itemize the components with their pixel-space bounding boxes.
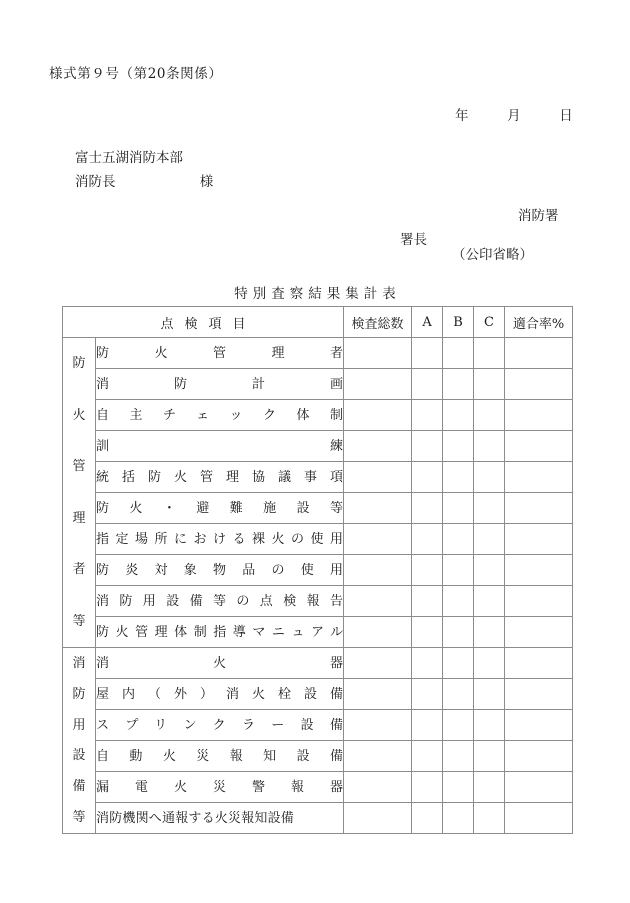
inspection-item-cell bbox=[96, 338, 344, 369]
grade-a-cell[interactable] bbox=[412, 493, 443, 524]
category-char: 設 bbox=[72, 748, 86, 764]
grade-a-cell[interactable] bbox=[412, 400, 443, 431]
category-char: 消 bbox=[72, 655, 86, 671]
grade-a-cell[interactable] bbox=[412, 431, 443, 462]
total-count-cell[interactable] bbox=[344, 679, 412, 710]
category-char: 用 bbox=[72, 717, 86, 733]
grade-a-cell[interactable] bbox=[412, 586, 443, 617]
total-count-cell[interactable] bbox=[344, 431, 412, 462]
grade-a-cell[interactable] bbox=[412, 710, 443, 741]
header-grade-c: C bbox=[474, 307, 505, 338]
inspection-item-label: 消防機関へ通報する火災報知設備 bbox=[96, 810, 295, 826]
date-month: 月 bbox=[507, 108, 521, 124]
inspection-item-cell bbox=[96, 772, 344, 803]
grade-c-cell[interactable] bbox=[474, 431, 505, 462]
inspection-item-label: 消防計画 bbox=[96, 376, 344, 392]
total-count-cell[interactable] bbox=[344, 338, 412, 369]
grade-a-cell[interactable] bbox=[412, 803, 443, 834]
survey-table bbox=[62, 306, 573, 834]
conformance-rate-cell[interactable] bbox=[505, 617, 573, 648]
table-row bbox=[63, 555, 573, 586]
table-row bbox=[63, 524, 573, 555]
grade-b-cell[interactable] bbox=[443, 679, 474, 710]
total-count-cell[interactable] bbox=[344, 803, 412, 834]
grade-a-cell[interactable] bbox=[412, 369, 443, 400]
inspection-item-label: 自動火災報知設備 bbox=[96, 748, 344, 764]
table-row bbox=[63, 772, 573, 803]
table-row bbox=[63, 338, 573, 369]
issuer-seal-note: （公印省略） bbox=[452, 247, 533, 263]
inspection-item-label: 防炎対象物品の使用 bbox=[96, 562, 344, 578]
grade-b-cell[interactable] bbox=[443, 772, 474, 803]
category-vertical-text bbox=[63, 338, 95, 647]
addressee-title: 消防長 bbox=[75, 174, 116, 190]
grade-b-cell[interactable] bbox=[443, 586, 474, 617]
inspection-item-cell bbox=[96, 369, 344, 400]
total-count-cell[interactable] bbox=[344, 462, 412, 493]
table-row bbox=[63, 431, 573, 462]
grade-a-cell[interactable] bbox=[412, 772, 443, 803]
grade-b-cell[interactable] bbox=[443, 338, 474, 369]
total-count-cell[interactable] bbox=[344, 400, 412, 431]
grade-b-cell[interactable] bbox=[443, 803, 474, 834]
inspection-item-label: 消防用設備等の点検報告 bbox=[96, 593, 344, 609]
grade-c-cell[interactable] bbox=[474, 524, 505, 555]
conformance-rate-cell[interactable] bbox=[505, 710, 573, 741]
inspection-item-cell bbox=[96, 648, 344, 679]
category-char: 理 bbox=[72, 510, 86, 526]
inspection-item-cell bbox=[96, 617, 344, 648]
table-row bbox=[63, 710, 573, 741]
survey-table-body bbox=[63, 338, 573, 834]
inspection-item-cell bbox=[96, 431, 344, 462]
grade-b-cell[interactable] bbox=[443, 462, 474, 493]
grade-c-cell[interactable] bbox=[474, 741, 505, 772]
conformance-rate-cell[interactable] bbox=[505, 741, 573, 772]
conformance-rate-cell[interactable] bbox=[505, 648, 573, 679]
inspection-item-label: 防火・避難施設等 bbox=[96, 500, 344, 516]
grade-c-cell[interactable] bbox=[474, 338, 505, 369]
grade-b-cell[interactable] bbox=[443, 431, 474, 462]
grade-b-cell[interactable] bbox=[443, 648, 474, 679]
form-number: 様式第９号（第20条関係） bbox=[49, 66, 223, 82]
inspection-item-cell bbox=[96, 803, 344, 834]
inspection-item-cell bbox=[96, 462, 344, 493]
category-char: 防 bbox=[72, 686, 86, 702]
category-char: 火 bbox=[72, 407, 86, 423]
issuer-office: 消防署 bbox=[518, 208, 559, 224]
inspection-item-cell bbox=[96, 586, 344, 617]
total-count-cell[interactable] bbox=[344, 741, 412, 772]
grade-a-cell[interactable] bbox=[412, 338, 443, 369]
table-row bbox=[63, 617, 573, 648]
inspection-item-label: 指定場所における裸火の使用 bbox=[96, 531, 344, 547]
conformance-rate-cell[interactable] bbox=[505, 524, 573, 555]
grade-a-cell[interactable] bbox=[412, 679, 443, 710]
category-label-1 bbox=[63, 648, 96, 834]
grade-a-cell[interactable] bbox=[412, 648, 443, 679]
grade-a-cell[interactable] bbox=[412, 555, 443, 586]
total-count-cell[interactable] bbox=[344, 524, 412, 555]
category-label-0 bbox=[63, 338, 96, 648]
grade-c-cell[interactable] bbox=[474, 369, 505, 400]
grade-c-cell[interactable] bbox=[474, 493, 505, 524]
inspection-item-cell bbox=[96, 741, 344, 772]
table-row bbox=[63, 803, 573, 834]
header-grade-a: A bbox=[412, 307, 443, 338]
grade-a-cell[interactable] bbox=[412, 462, 443, 493]
inspection-item-label: 統括防火管理協議事項 bbox=[96, 469, 344, 485]
inspection-item-label: 防火管理者 bbox=[96, 345, 344, 361]
inspection-item-label: 防火管理体制指導マニュアル bbox=[96, 624, 344, 640]
grade-c-cell[interactable] bbox=[474, 803, 505, 834]
grade-a-cell[interactable] bbox=[412, 524, 443, 555]
total-count-cell[interactable] bbox=[344, 586, 412, 617]
addressee-block bbox=[75, 146, 213, 194]
conformance-rate-cell[interactable] bbox=[505, 586, 573, 617]
grade-a-cell[interactable] bbox=[412, 617, 443, 648]
table-row bbox=[63, 369, 573, 400]
table-row bbox=[63, 679, 573, 710]
grade-c-cell[interactable] bbox=[474, 555, 505, 586]
grade-b-cell[interactable] bbox=[443, 369, 474, 400]
page-title: 特別査察結果集計表 bbox=[234, 286, 401, 302]
header-conformance-rate: 適合率% bbox=[505, 307, 573, 338]
conformance-rate-cell[interactable] bbox=[505, 772, 573, 803]
grade-c-cell[interactable] bbox=[474, 772, 505, 803]
conformance-rate-cell[interactable] bbox=[505, 555, 573, 586]
category-char: 者 bbox=[72, 562, 86, 578]
grade-b-cell[interactable] bbox=[443, 493, 474, 524]
total-count-cell[interactable] bbox=[344, 648, 412, 679]
date-day: 日 bbox=[559, 108, 573, 124]
conformance-rate-cell[interactable] bbox=[505, 400, 573, 431]
table-row bbox=[63, 586, 573, 617]
issuer-chief: 署長 bbox=[400, 232, 427, 248]
grade-c-cell[interactable] bbox=[474, 679, 505, 710]
inspection-item-label: 自主チェック体制 bbox=[96, 407, 344, 423]
conformance-rate-cell[interactable] bbox=[505, 803, 573, 834]
conformance-rate-cell[interactable] bbox=[505, 493, 573, 524]
total-count-cell[interactable] bbox=[344, 710, 412, 741]
total-count-cell[interactable] bbox=[344, 369, 412, 400]
inspection-item-cell bbox=[96, 400, 344, 431]
addressee-organization: 富士五湖消防本部 bbox=[75, 150, 183, 166]
inspection-item-cell bbox=[96, 524, 344, 555]
inspection-item-cell bbox=[96, 493, 344, 524]
addressee-line2 bbox=[75, 170, 213, 194]
grade-c-cell[interactable] bbox=[474, 648, 505, 679]
inspection-item-label: 訓練 bbox=[96, 438, 344, 454]
conformance-rate-cell[interactable] bbox=[505, 338, 573, 369]
date-year: 年 bbox=[455, 108, 469, 124]
grade-a-cell[interactable] bbox=[412, 741, 443, 772]
grade-c-cell[interactable] bbox=[474, 586, 505, 617]
category-char: 管 bbox=[72, 459, 86, 475]
total-count-cell[interactable] bbox=[344, 555, 412, 586]
grade-b-cell[interactable] bbox=[443, 617, 474, 648]
inspection-item-label: スプリンクラー設備 bbox=[96, 717, 344, 733]
inspection-item-label: 消火器 bbox=[96, 655, 344, 671]
conformance-rate-cell[interactable] bbox=[505, 679, 573, 710]
grade-b-cell[interactable] bbox=[443, 400, 474, 431]
total-count-cell[interactable] bbox=[344, 617, 412, 648]
header-inspection-item: 点検項目 bbox=[63, 307, 344, 338]
category-vertical-text bbox=[63, 648, 95, 833]
survey-table-wrap bbox=[62, 306, 572, 834]
category-char: 等 bbox=[72, 613, 86, 629]
grade-c-cell[interactable] bbox=[474, 617, 505, 648]
category-char: 等 bbox=[72, 810, 86, 826]
inspection-item-label: 漏電火災警報器 bbox=[96, 779, 344, 795]
header-total-count: 検査総数 bbox=[344, 307, 412, 338]
grade-c-cell[interactable] bbox=[474, 710, 505, 741]
category-char: 防 bbox=[72, 356, 86, 372]
table-row bbox=[63, 741, 573, 772]
grade-b-cell[interactable] bbox=[443, 710, 474, 741]
inspection-item-label: 屋内（外）消火栓設備 bbox=[96, 686, 344, 702]
table-header-row bbox=[63, 307, 573, 338]
inspection-item-cell bbox=[96, 679, 344, 710]
inspection-item-cell bbox=[96, 555, 344, 586]
conformance-rate-cell[interactable] bbox=[505, 431, 573, 462]
inspection-item-cell bbox=[96, 710, 344, 741]
addressee-honorific: 様 bbox=[199, 174, 214, 190]
total-count-cell[interactable] bbox=[344, 493, 412, 524]
table-row bbox=[63, 648, 573, 679]
conformance-rate-cell[interactable] bbox=[505, 462, 573, 493]
table-row bbox=[63, 400, 573, 431]
date-line bbox=[455, 104, 573, 124]
header-grade-b: B bbox=[443, 307, 474, 338]
total-count-cell[interactable] bbox=[344, 772, 412, 803]
table-row bbox=[63, 493, 573, 524]
grade-b-cell[interactable] bbox=[443, 524, 474, 555]
grade-c-cell[interactable] bbox=[474, 462, 505, 493]
conformance-rate-cell[interactable] bbox=[505, 369, 573, 400]
category-char: 備 bbox=[72, 779, 86, 795]
grade-c-cell[interactable] bbox=[474, 400, 505, 431]
grade-b-cell[interactable] bbox=[443, 741, 474, 772]
table-row bbox=[63, 462, 573, 493]
grade-b-cell[interactable] bbox=[443, 555, 474, 586]
